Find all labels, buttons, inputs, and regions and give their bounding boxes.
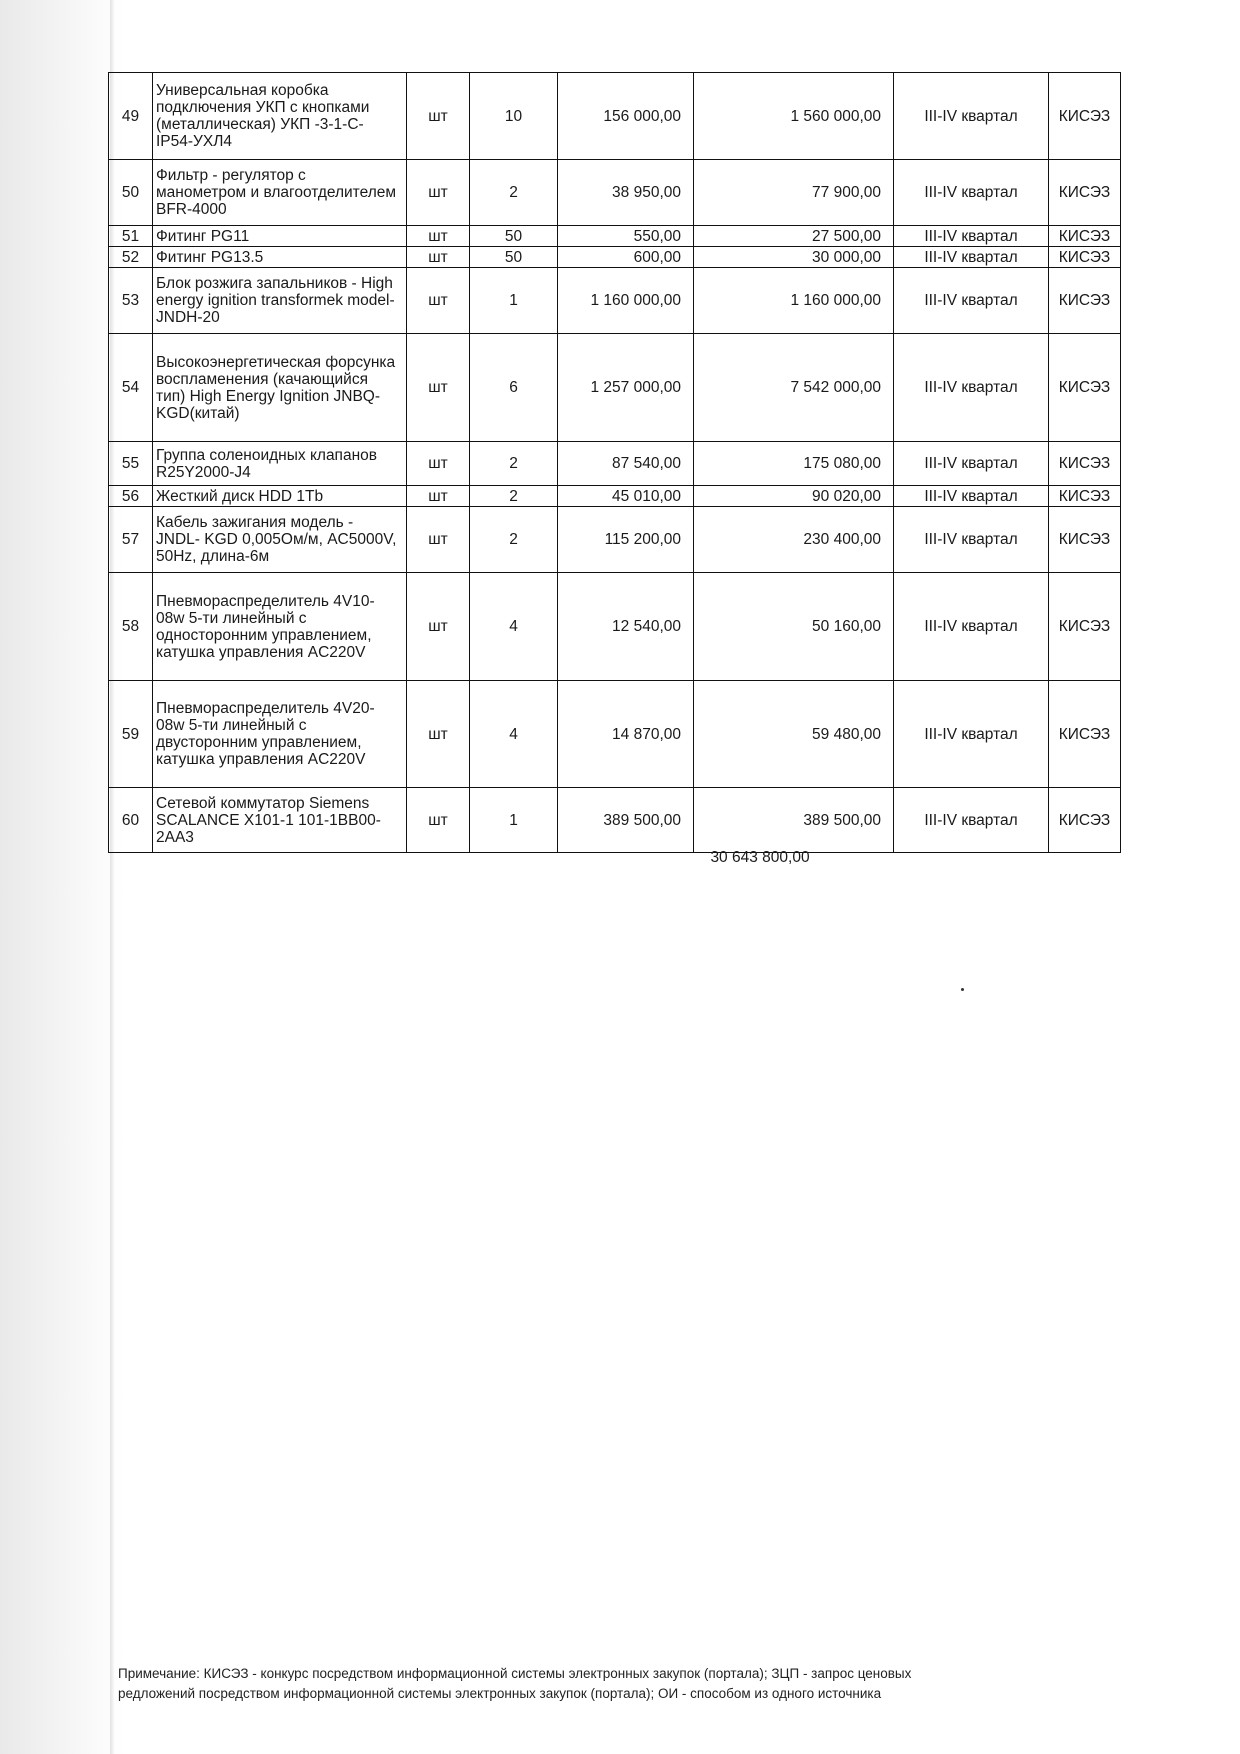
item-period: III-IV квартал [894,681,1049,788]
item-price: 45 010,00 [558,486,694,507]
item-unit: шт [407,268,470,334]
item-sum: 27 500,00 [694,226,894,247]
item-unit: шт [407,247,470,268]
item-quantity: 50 [470,247,558,268]
item-sum: 7 542 000,00 [694,334,894,442]
item-sum: 59 480,00 [694,681,894,788]
item-name: Универсальная коробка подключения УКП с кнопками (металлическая) УКП -3-1-С-IP54-УХЛ4 [153,73,407,160]
table-body [109,73,1121,853]
item-method: КИСЭЗ [1049,334,1121,442]
table-row [109,268,1121,334]
scan-speck [961,988,964,991]
item-price: 600,00 [558,247,694,268]
item-unit: шт [407,226,470,247]
table-row [109,73,1121,160]
item-method: КИСЭЗ [1049,507,1121,573]
item-price: 1 257 000,00 [558,334,694,442]
item-sum: 389 500,00 [694,788,894,853]
item-method: КИСЭЗ [1049,226,1121,247]
item-price: 156 000,00 [558,73,694,160]
item-unit: шт [407,681,470,788]
item-name: Высокоэнергетическая форсунка воспламенения (качающийся тип) High Energy Ignition JNBQ-KGD(китай) [153,334,407,442]
item-quantity: 1 [470,788,558,853]
item-method: КИСЭЗ [1049,160,1121,226]
item-name: Жесткий диск HDD 1Tb [153,486,407,507]
item-sum: 1 160 000,00 [694,268,894,334]
item-period: III-IV квартал [894,788,1049,853]
row-number: 56 [109,486,153,507]
footnote [118,1664,1118,1704]
item-sum: 1 560 000,00 [694,73,894,160]
item-unit: шт [407,507,470,573]
item-unit: шт [407,486,470,507]
item-price: 87 540,00 [558,442,694,486]
row-number: 55 [109,442,153,486]
item-name: Группа соленоидных клапанов R25Y2000-J4 [153,442,407,486]
item-period: III-IV квартал [894,507,1049,573]
footnote-line-1: Примечание: КИСЭЗ - конкурс посредством информационной системы электронных закупок (портала); ЗЦП - запрос ценовых [118,1666,912,1681]
row-number: 51 [109,226,153,247]
row-number: 54 [109,334,153,442]
table-row [109,442,1121,486]
item-period: III-IV квартал [894,442,1049,486]
item-unit: шт [407,334,470,442]
row-number: 53 [109,268,153,334]
item-period: III-IV квартал [894,73,1049,160]
item-unit: шт [407,573,470,681]
item-sum: 230 400,00 [694,507,894,573]
item-sum: 50 160,00 [694,573,894,681]
item-name: Фитинг PG11 [153,226,407,247]
row-number: 60 [109,788,153,853]
item-method: КИСЭЗ [1049,73,1121,160]
item-sum: 90 020,00 [694,486,894,507]
footnote-line-2: редложений посредством информационной системы электронных закупок (портала); ОИ - способом из одного источника [118,1686,882,1701]
item-price: 389 500,00 [558,788,694,853]
item-period: III-IV квартал [894,268,1049,334]
item-name: Пневмораспределитель 4V10-08w 5-ти линейный с односторонним управлением, катушка управления AC220V [153,573,407,681]
item-name: Пневмораспределитель 4V20-08w 5-ти линейный с двусторонним управлением, катушка управления AC220V [153,681,407,788]
item-quantity: 2 [470,507,558,573]
item-price: 550,00 [558,226,694,247]
table-row [109,160,1121,226]
table-row [109,573,1121,681]
item-method: КИСЭЗ [1049,788,1121,853]
item-price: 12 540,00 [558,573,694,681]
table-row [109,788,1121,853]
item-name: Фитинг PG13.5 [153,247,407,268]
item-quantity: 6 [470,334,558,442]
item-price: 14 870,00 [558,681,694,788]
item-quantity: 2 [470,160,558,226]
item-quantity: 50 [470,226,558,247]
item-period: III-IV квартал [894,160,1049,226]
row-number: 59 [109,681,153,788]
grand-total: 30 643 800,00 [710,849,810,866]
table-row [109,226,1121,247]
row-number: 52 [109,247,153,268]
item-period: III-IV квартал [894,486,1049,507]
item-name: Сетевой коммутатор Siemens SCALANCE X101-1 101-1BB00-2AA3 [153,788,407,853]
row-number: 49 [109,73,153,160]
procurement-table [108,72,1121,853]
row-number: 57 [109,507,153,573]
item-quantity: 10 [470,73,558,160]
table-row [109,247,1121,268]
item-price: 38 950,00 [558,160,694,226]
row-number: 50 [109,160,153,226]
item-period: III-IV квартал [894,226,1049,247]
item-method: КИСЭЗ [1049,681,1121,788]
item-sum: 30 000,00 [694,247,894,268]
item-method: КИСЭЗ [1049,573,1121,681]
item-period: III-IV квартал [894,334,1049,442]
item-name: Кабель зажигания модель - JNDL- KGD 0,005Ом/м, AC5000V, 50Hz, длина-6м [153,507,407,573]
table-row [109,486,1121,507]
item-method: КИСЭЗ [1049,247,1121,268]
scan-edge-shadow [0,0,125,1754]
table-row [109,507,1121,573]
item-sum: 77 900,00 [694,160,894,226]
item-method: КИСЭЗ [1049,268,1121,334]
item-price: 1 160 000,00 [558,268,694,334]
item-period: III-IV квартал [894,247,1049,268]
item-unit: шт [407,160,470,226]
item-method: КИСЭЗ [1049,442,1121,486]
item-unit: шт [407,788,470,853]
item-sum: 175 080,00 [694,442,894,486]
item-quantity: 2 [470,442,558,486]
item-quantity: 4 [470,573,558,681]
item-quantity: 1 [470,268,558,334]
item-period: III-IV квартал [894,573,1049,681]
item-method: КИСЭЗ [1049,486,1121,507]
item-quantity: 2 [470,486,558,507]
item-name: Фильтр - регулятор с манометром и влагоотделителем BFR-4000 [153,160,407,226]
row-number: 58 [109,573,153,681]
item-unit: шт [407,73,470,160]
item-name: Блок розжига запальников - High energy ignition transformek model-JNDH-20 [153,268,407,334]
item-price: 115 200,00 [558,507,694,573]
table-row [109,334,1121,442]
table-row [109,681,1121,788]
item-quantity: 4 [470,681,558,788]
item-unit: шт [407,442,470,486]
